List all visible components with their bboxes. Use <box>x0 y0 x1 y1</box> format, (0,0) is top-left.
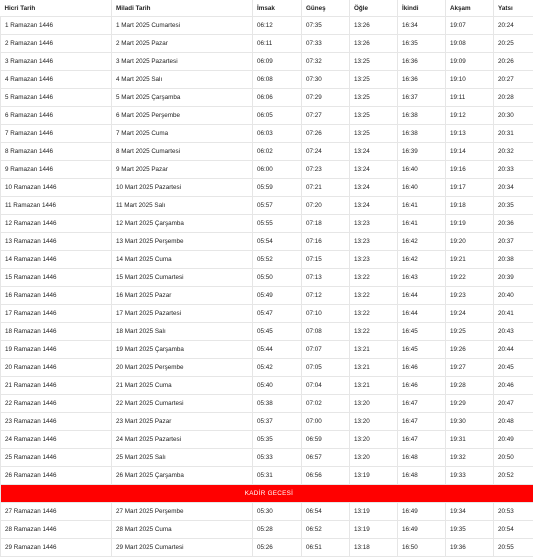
gunes-cell: 06:57 <box>302 449 350 467</box>
gunes-cell: 07:32 <box>302 53 350 71</box>
aksam-cell: 19:13 <box>446 125 494 143</box>
ikindi-cell: 16:49 <box>398 521 446 539</box>
header-miladi-tarih: Miladi Tarih <box>112 0 253 17</box>
table-row <box>1 467 533 485</box>
aksam-cell: 19:07 <box>446 17 494 35</box>
gunes-cell: 06:52 <box>302 521 350 539</box>
yatsi-cell: 20:40 <box>494 287 533 305</box>
imsak-cell: 06:11 <box>253 35 302 53</box>
miladi-tarih-cell: 10 Mart 2025 Pazartesi <box>112 179 253 197</box>
ikindi-cell: 16:41 <box>398 197 446 215</box>
table-row <box>1 413 533 431</box>
ikindi-cell: 16:36 <box>398 71 446 89</box>
aksam-cell: 19:26 <box>446 341 494 359</box>
gunes-cell: 06:54 <box>302 503 350 521</box>
ikindi-cell: 16:34 <box>398 17 446 35</box>
ogle-cell: 13:24 <box>350 197 398 215</box>
header-ikindi: İkindi <box>398 0 446 17</box>
miladi-tarih-cell: 27 Mart 2025 Perşembe <box>112 503 253 521</box>
yatsi-cell: 20:34 <box>494 179 533 197</box>
gunes-cell: 06:56 <box>302 467 350 485</box>
table-row <box>1 71 533 89</box>
yatsi-cell: 20:48 <box>494 413 533 431</box>
aksam-cell: 19:21 <box>446 251 494 269</box>
table-row <box>1 35 533 53</box>
ikindi-cell: 16:48 <box>398 467 446 485</box>
kadir-gecesi-label: KADİR GECESİ <box>1 485 533 503</box>
ogle-cell: 13:22 <box>350 323 398 341</box>
hicri-tarih-cell: 24 Ramazan 1446 <box>1 431 112 449</box>
aksam-cell: 19:23 <box>446 287 494 305</box>
ikindi-cell: 16:43 <box>398 269 446 287</box>
yatsi-cell: 20:35 <box>494 197 533 215</box>
yatsi-cell: 20:27 <box>494 71 533 89</box>
table-row <box>1 215 533 233</box>
hicri-tarih-cell: 20 Ramazan 1446 <box>1 359 112 377</box>
ogle-cell: 13:24 <box>350 179 398 197</box>
yatsi-cell: 20:49 <box>494 431 533 449</box>
gunes-cell: 07:35 <box>302 17 350 35</box>
gunes-cell: 07:20 <box>302 197 350 215</box>
hicri-tarih-cell: 2 Ramazan 1446 <box>1 35 112 53</box>
table-row <box>1 179 533 197</box>
hicri-tarih-cell: 16 Ramazan 1446 <box>1 287 112 305</box>
gunes-cell: 07:33 <box>302 35 350 53</box>
aksam-cell: 19:32 <box>446 449 494 467</box>
hicri-tarih-cell: 15 Ramazan 1446 <box>1 269 112 287</box>
gunes-cell: 06:59 <box>302 431 350 449</box>
ogle-cell: 13:20 <box>350 431 398 449</box>
gunes-cell: 07:05 <box>302 359 350 377</box>
gunes-cell: 07:18 <box>302 215 350 233</box>
hicri-tarih-cell: 18 Ramazan 1446 <box>1 323 112 341</box>
hicri-tarih-cell: 1 Ramazan 1446 <box>1 17 112 35</box>
yatsi-cell: 20:47 <box>494 395 533 413</box>
gunes-cell: 07:26 <box>302 125 350 143</box>
gunes-cell: 07:02 <box>302 395 350 413</box>
yatsi-cell: 20:25 <box>494 35 533 53</box>
ikindi-cell: 16:42 <box>398 251 446 269</box>
aksam-cell: 19:17 <box>446 179 494 197</box>
imsak-cell: 06:09 <box>253 53 302 71</box>
hicri-tarih-cell: 27 Ramazan 1446 <box>1 503 112 521</box>
yatsi-cell: 20:43 <box>494 323 533 341</box>
ogle-cell: 13:24 <box>350 143 398 161</box>
ogle-cell: 13:25 <box>350 71 398 89</box>
ikindi-cell: 16:46 <box>398 359 446 377</box>
imsak-cell: 05:38 <box>253 395 302 413</box>
ogle-cell: 13:20 <box>350 413 398 431</box>
miladi-tarih-cell: 26 Mart 2025 Çarşamba <box>112 467 253 485</box>
hicri-tarih-cell: 4 Ramazan 1446 <box>1 71 112 89</box>
yatsi-cell: 20:37 <box>494 233 533 251</box>
aksam-cell: 19:29 <box>446 395 494 413</box>
ogle-cell: 13:20 <box>350 449 398 467</box>
yatsi-cell: 20:36 <box>494 215 533 233</box>
imsak-cell: 06:00 <box>253 161 302 179</box>
hicri-tarih-cell: 6 Ramazan 1446 <box>1 107 112 125</box>
imsak-cell: 05:49 <box>253 287 302 305</box>
miladi-tarih-cell: 18 Mart 2025 Salı <box>112 323 253 341</box>
hicri-tarih-cell: 11 Ramazan 1446 <box>1 197 112 215</box>
aksam-cell: 19:28 <box>446 377 494 395</box>
ikindi-cell: 16:47 <box>398 395 446 413</box>
yatsi-cell: 20:50 <box>494 449 533 467</box>
miladi-tarih-cell: 7 Mart 2025 Cuma <box>112 125 253 143</box>
hicri-tarih-cell: 28 Ramazan 1446 <box>1 521 112 539</box>
ikindi-cell: 16:40 <box>398 161 446 179</box>
gunes-cell: 07:12 <box>302 287 350 305</box>
miladi-tarih-cell: 2 Mart 2025 Pazar <box>112 35 253 53</box>
miladi-tarih-cell: 5 Mart 2025 Çarşamba <box>112 89 253 107</box>
table-row <box>1 341 533 359</box>
miladi-tarih-cell: 16 Mart 2025 Pazar <box>112 287 253 305</box>
gunes-cell: 07:30 <box>302 71 350 89</box>
table-row <box>1 161 533 179</box>
ogle-cell: 13:25 <box>350 125 398 143</box>
header-aksam: Akşam <box>446 0 494 17</box>
gunes-cell: 07:27 <box>302 107 350 125</box>
aksam-cell: 19:33 <box>446 467 494 485</box>
aksam-cell: 19:08 <box>446 35 494 53</box>
imsak-cell: 06:03 <box>253 125 302 143</box>
miladi-tarih-cell: 9 Mart 2025 Pazar <box>112 161 253 179</box>
yatsi-cell: 20:26 <box>494 53 533 71</box>
yatsi-cell: 20:55 <box>494 539 533 557</box>
table-row <box>1 449 533 467</box>
hicri-tarih-cell: 3 Ramazan 1446 <box>1 53 112 71</box>
imsak-cell: 05:52 <box>253 251 302 269</box>
miladi-tarih-cell: 12 Mart 2025 Çarşamba <box>112 215 253 233</box>
imsak-cell: 05:59 <box>253 179 302 197</box>
hicri-tarih-cell: 10 Ramazan 1446 <box>1 179 112 197</box>
imsak-cell: 05:50 <box>253 269 302 287</box>
ogle-cell: 13:22 <box>350 269 398 287</box>
imsak-cell: 06:12 <box>253 17 302 35</box>
ogle-cell: 13:19 <box>350 467 398 485</box>
ikindi-cell: 16:35 <box>398 35 446 53</box>
table-body <box>1 17 533 557</box>
aksam-cell: 19:35 <box>446 521 494 539</box>
imsak-cell: 05:28 <box>253 521 302 539</box>
table-row <box>1 287 533 305</box>
aksam-cell: 19:16 <box>446 161 494 179</box>
ikindi-cell: 16:47 <box>398 413 446 431</box>
hicri-tarih-cell: 12 Ramazan 1446 <box>1 215 112 233</box>
ikindi-cell: 16:45 <box>398 323 446 341</box>
gunes-cell: 07:23 <box>302 161 350 179</box>
hicri-tarih-cell: 17 Ramazan 1446 <box>1 305 112 323</box>
aksam-cell: 19:12 <box>446 107 494 125</box>
aksam-cell: 19:36 <box>446 539 494 557</box>
header-ogle: Öğle <box>350 0 398 17</box>
header-yatsi: Yatsı <box>494 0 533 17</box>
table-row <box>1 395 533 413</box>
yatsi-cell: 20:44 <box>494 341 533 359</box>
gunes-cell: 07:10 <box>302 305 350 323</box>
kadir-gecesi-row <box>1 485 533 503</box>
aksam-cell: 19:11 <box>446 89 494 107</box>
miladi-tarih-cell: 22 Mart 2025 Cumartesi <box>112 395 253 413</box>
aksam-cell: 19:20 <box>446 233 494 251</box>
imsak-cell: 05:57 <box>253 197 302 215</box>
gunes-cell: 07:15 <box>302 251 350 269</box>
aksam-cell: 19:10 <box>446 71 494 89</box>
ogle-cell: 13:23 <box>350 251 398 269</box>
ogle-cell: 13:22 <box>350 305 398 323</box>
table-row <box>1 377 533 395</box>
hicri-tarih-cell: 25 Ramazan 1446 <box>1 449 112 467</box>
table-row <box>1 89 533 107</box>
hicri-tarih-cell: 14 Ramazan 1446 <box>1 251 112 269</box>
ikindi-cell: 16:38 <box>398 107 446 125</box>
yatsi-cell: 20:30 <box>494 107 533 125</box>
aksam-cell: 19:25 <box>446 323 494 341</box>
imsak-cell: 05:31 <box>253 467 302 485</box>
ogle-cell: 13:25 <box>350 53 398 71</box>
ogle-cell: 13:18 <box>350 539 398 557</box>
ogle-cell: 13:21 <box>350 377 398 395</box>
imsak-cell: 06:02 <box>253 143 302 161</box>
yatsi-cell: 20:45 <box>494 359 533 377</box>
aksam-cell: 19:14 <box>446 143 494 161</box>
ogle-cell: 13:25 <box>350 89 398 107</box>
header-imsak: İmsak <box>253 0 302 17</box>
table-row <box>1 521 533 539</box>
imsak-cell: 05:47 <box>253 305 302 323</box>
table-row <box>1 431 533 449</box>
imsak-cell: 05:42 <box>253 359 302 377</box>
miladi-tarih-cell: 1 Mart 2025 Cumartesi <box>112 17 253 35</box>
aksam-cell: 19:22 <box>446 269 494 287</box>
hicri-tarih-cell: 5 Ramazan 1446 <box>1 89 112 107</box>
hicri-tarih-cell: 23 Ramazan 1446 <box>1 413 112 431</box>
table-row <box>1 305 533 323</box>
miladi-tarih-cell: 4 Mart 2025 Salı <box>112 71 253 89</box>
ogle-cell: 13:26 <box>350 17 398 35</box>
yatsi-cell: 20:53 <box>494 503 533 521</box>
miladi-tarih-cell: 8 Mart 2025 Cumartesi <box>112 143 253 161</box>
miladi-tarih-cell: 15 Mart 2025 Cumartesi <box>112 269 253 287</box>
miladi-tarih-cell: 13 Mart 2025 Perşembe <box>112 233 253 251</box>
ogle-cell: 13:20 <box>350 395 398 413</box>
table-row <box>1 323 533 341</box>
gunes-cell: 06:51 <box>302 539 350 557</box>
table-row <box>1 269 533 287</box>
table-row <box>1 53 533 71</box>
ogle-cell: 13:21 <box>350 341 398 359</box>
imsak-cell: 06:08 <box>253 71 302 89</box>
imsak-cell: 05:55 <box>253 215 302 233</box>
miladi-tarih-cell: 25 Mart 2025 Salı <box>112 449 253 467</box>
ogle-cell: 13:25 <box>350 107 398 125</box>
ikindi-cell: 16:41 <box>398 215 446 233</box>
aksam-cell: 19:31 <box>446 431 494 449</box>
yatsi-cell: 20:54 <box>494 521 533 539</box>
yatsi-cell: 20:31 <box>494 125 533 143</box>
hicri-tarih-cell: 22 Ramazan 1446 <box>1 395 112 413</box>
yatsi-cell: 20:38 <box>494 251 533 269</box>
yatsi-cell: 20:24 <box>494 17 533 35</box>
imsak-cell: 05:30 <box>253 503 302 521</box>
miladi-tarih-cell: 19 Mart 2025 Çarşamba <box>112 341 253 359</box>
aksam-cell: 19:19 <box>446 215 494 233</box>
ogle-cell: 13:26 <box>350 35 398 53</box>
gunes-cell: 07:21 <box>302 179 350 197</box>
gunes-cell: 07:13 <box>302 269 350 287</box>
yatsi-cell: 20:28 <box>494 89 533 107</box>
ikindi-cell: 16:49 <box>398 503 446 521</box>
hicri-tarih-cell: 9 Ramazan 1446 <box>1 161 112 179</box>
ikindi-cell: 16:44 <box>398 287 446 305</box>
hicri-tarih-cell: 29 Ramazan 1446 <box>1 539 112 557</box>
miladi-tarih-cell: 3 Mart 2025 Pazartesi <box>112 53 253 71</box>
gunes-cell: 07:04 <box>302 377 350 395</box>
table-row <box>1 359 533 377</box>
gunes-cell: 07:29 <box>302 89 350 107</box>
gunes-cell: 07:07 <box>302 341 350 359</box>
aksam-cell: 19:27 <box>446 359 494 377</box>
imsak-cell: 05:54 <box>253 233 302 251</box>
hicri-tarih-cell: 21 Ramazan 1446 <box>1 377 112 395</box>
ikindi-cell: 16:46 <box>398 377 446 395</box>
imsak-cell: 05:35 <box>253 431 302 449</box>
ikindi-cell: 16:40 <box>398 179 446 197</box>
hicri-tarih-cell: 13 Ramazan 1446 <box>1 233 112 251</box>
gunes-cell: 07:24 <box>302 143 350 161</box>
ogle-cell: 13:19 <box>350 503 398 521</box>
miladi-tarih-cell: 11 Mart 2025 Salı <box>112 197 253 215</box>
miladi-tarih-cell: 17 Mart 2025 Pazartesi <box>112 305 253 323</box>
imsak-cell: 05:40 <box>253 377 302 395</box>
table-row <box>1 233 533 251</box>
imsak-cell: 05:44 <box>253 341 302 359</box>
miladi-tarih-cell: 20 Mart 2025 Perşembe <box>112 359 253 377</box>
header-gunes: Güneş <box>302 0 350 17</box>
aksam-cell: 19:30 <box>446 413 494 431</box>
imsak-cell: 05:26 <box>253 539 302 557</box>
table-row <box>1 125 533 143</box>
hicri-tarih-cell: 7 Ramazan 1446 <box>1 125 112 143</box>
gunes-cell: 07:00 <box>302 413 350 431</box>
aksam-cell: 19:18 <box>446 197 494 215</box>
imsak-cell: 05:33 <box>253 449 302 467</box>
imsak-cell: 05:45 <box>253 323 302 341</box>
miladi-tarih-cell: 21 Mart 2025 Cuma <box>112 377 253 395</box>
table-row <box>1 503 533 521</box>
aksam-cell: 19:34 <box>446 503 494 521</box>
ogle-cell: 13:23 <box>350 233 398 251</box>
table-row <box>1 143 533 161</box>
ogle-cell: 13:23 <box>350 215 398 233</box>
ogle-cell: 13:24 <box>350 161 398 179</box>
table-row <box>1 197 533 215</box>
yatsi-cell: 20:52 <box>494 467 533 485</box>
miladi-tarih-cell: 28 Mart 2025 Cuma <box>112 521 253 539</box>
imsak-cell: 05:37 <box>253 413 302 431</box>
header-row <box>1 0 533 17</box>
yatsi-cell: 20:41 <box>494 305 533 323</box>
hicri-tarih-cell: 8 Ramazan 1446 <box>1 143 112 161</box>
yatsi-cell: 20:46 <box>494 377 533 395</box>
hicri-tarih-cell: 19 Ramazan 1446 <box>1 341 112 359</box>
miladi-tarih-cell: 14 Mart 2025 Cuma <box>112 251 253 269</box>
ikindi-cell: 16:44 <box>398 305 446 323</box>
yatsi-cell: 20:33 <box>494 161 533 179</box>
table-row <box>1 539 533 557</box>
gunes-cell: 07:16 <box>302 233 350 251</box>
ikindi-cell: 16:45 <box>398 341 446 359</box>
ogle-cell: 13:21 <box>350 359 398 377</box>
ikindi-cell: 16:36 <box>398 53 446 71</box>
imsak-cell: 06:06 <box>253 89 302 107</box>
ikindi-cell: 16:37 <box>398 89 446 107</box>
miladi-tarih-cell: 29 Mart 2025 Cumartesi <box>112 539 253 557</box>
ikindi-cell: 16:50 <box>398 539 446 557</box>
hicri-tarih-cell: 26 Ramazan 1446 <box>1 467 112 485</box>
miladi-tarih-cell: 6 Mart 2025 Perşembe <box>112 107 253 125</box>
miladi-tarih-cell: 24 Mart 2025 Pazartesi <box>112 431 253 449</box>
miladi-tarih-cell: 23 Mart 2025 Pazar <box>112 413 253 431</box>
yatsi-cell: 20:32 <box>494 143 533 161</box>
aksam-cell: 19:09 <box>446 53 494 71</box>
table-row <box>1 17 533 35</box>
imsak-cell: 06:05 <box>253 107 302 125</box>
ikindi-cell: 16:47 <box>398 431 446 449</box>
header-hicri-tarih: Hicri Tarih <box>1 0 112 17</box>
ogle-cell: 13:19 <box>350 521 398 539</box>
ikindi-cell: 16:39 <box>398 143 446 161</box>
ogle-cell: 13:22 <box>350 287 398 305</box>
ikindi-cell: 16:38 <box>398 125 446 143</box>
table-row <box>1 251 533 269</box>
ikindi-cell: 16:42 <box>398 233 446 251</box>
ikindi-cell: 16:48 <box>398 449 446 467</box>
aksam-cell: 19:24 <box>446 305 494 323</box>
gunes-cell: 07:08 <box>302 323 350 341</box>
yatsi-cell: 20:39 <box>494 269 533 287</box>
table-row <box>1 107 533 125</box>
